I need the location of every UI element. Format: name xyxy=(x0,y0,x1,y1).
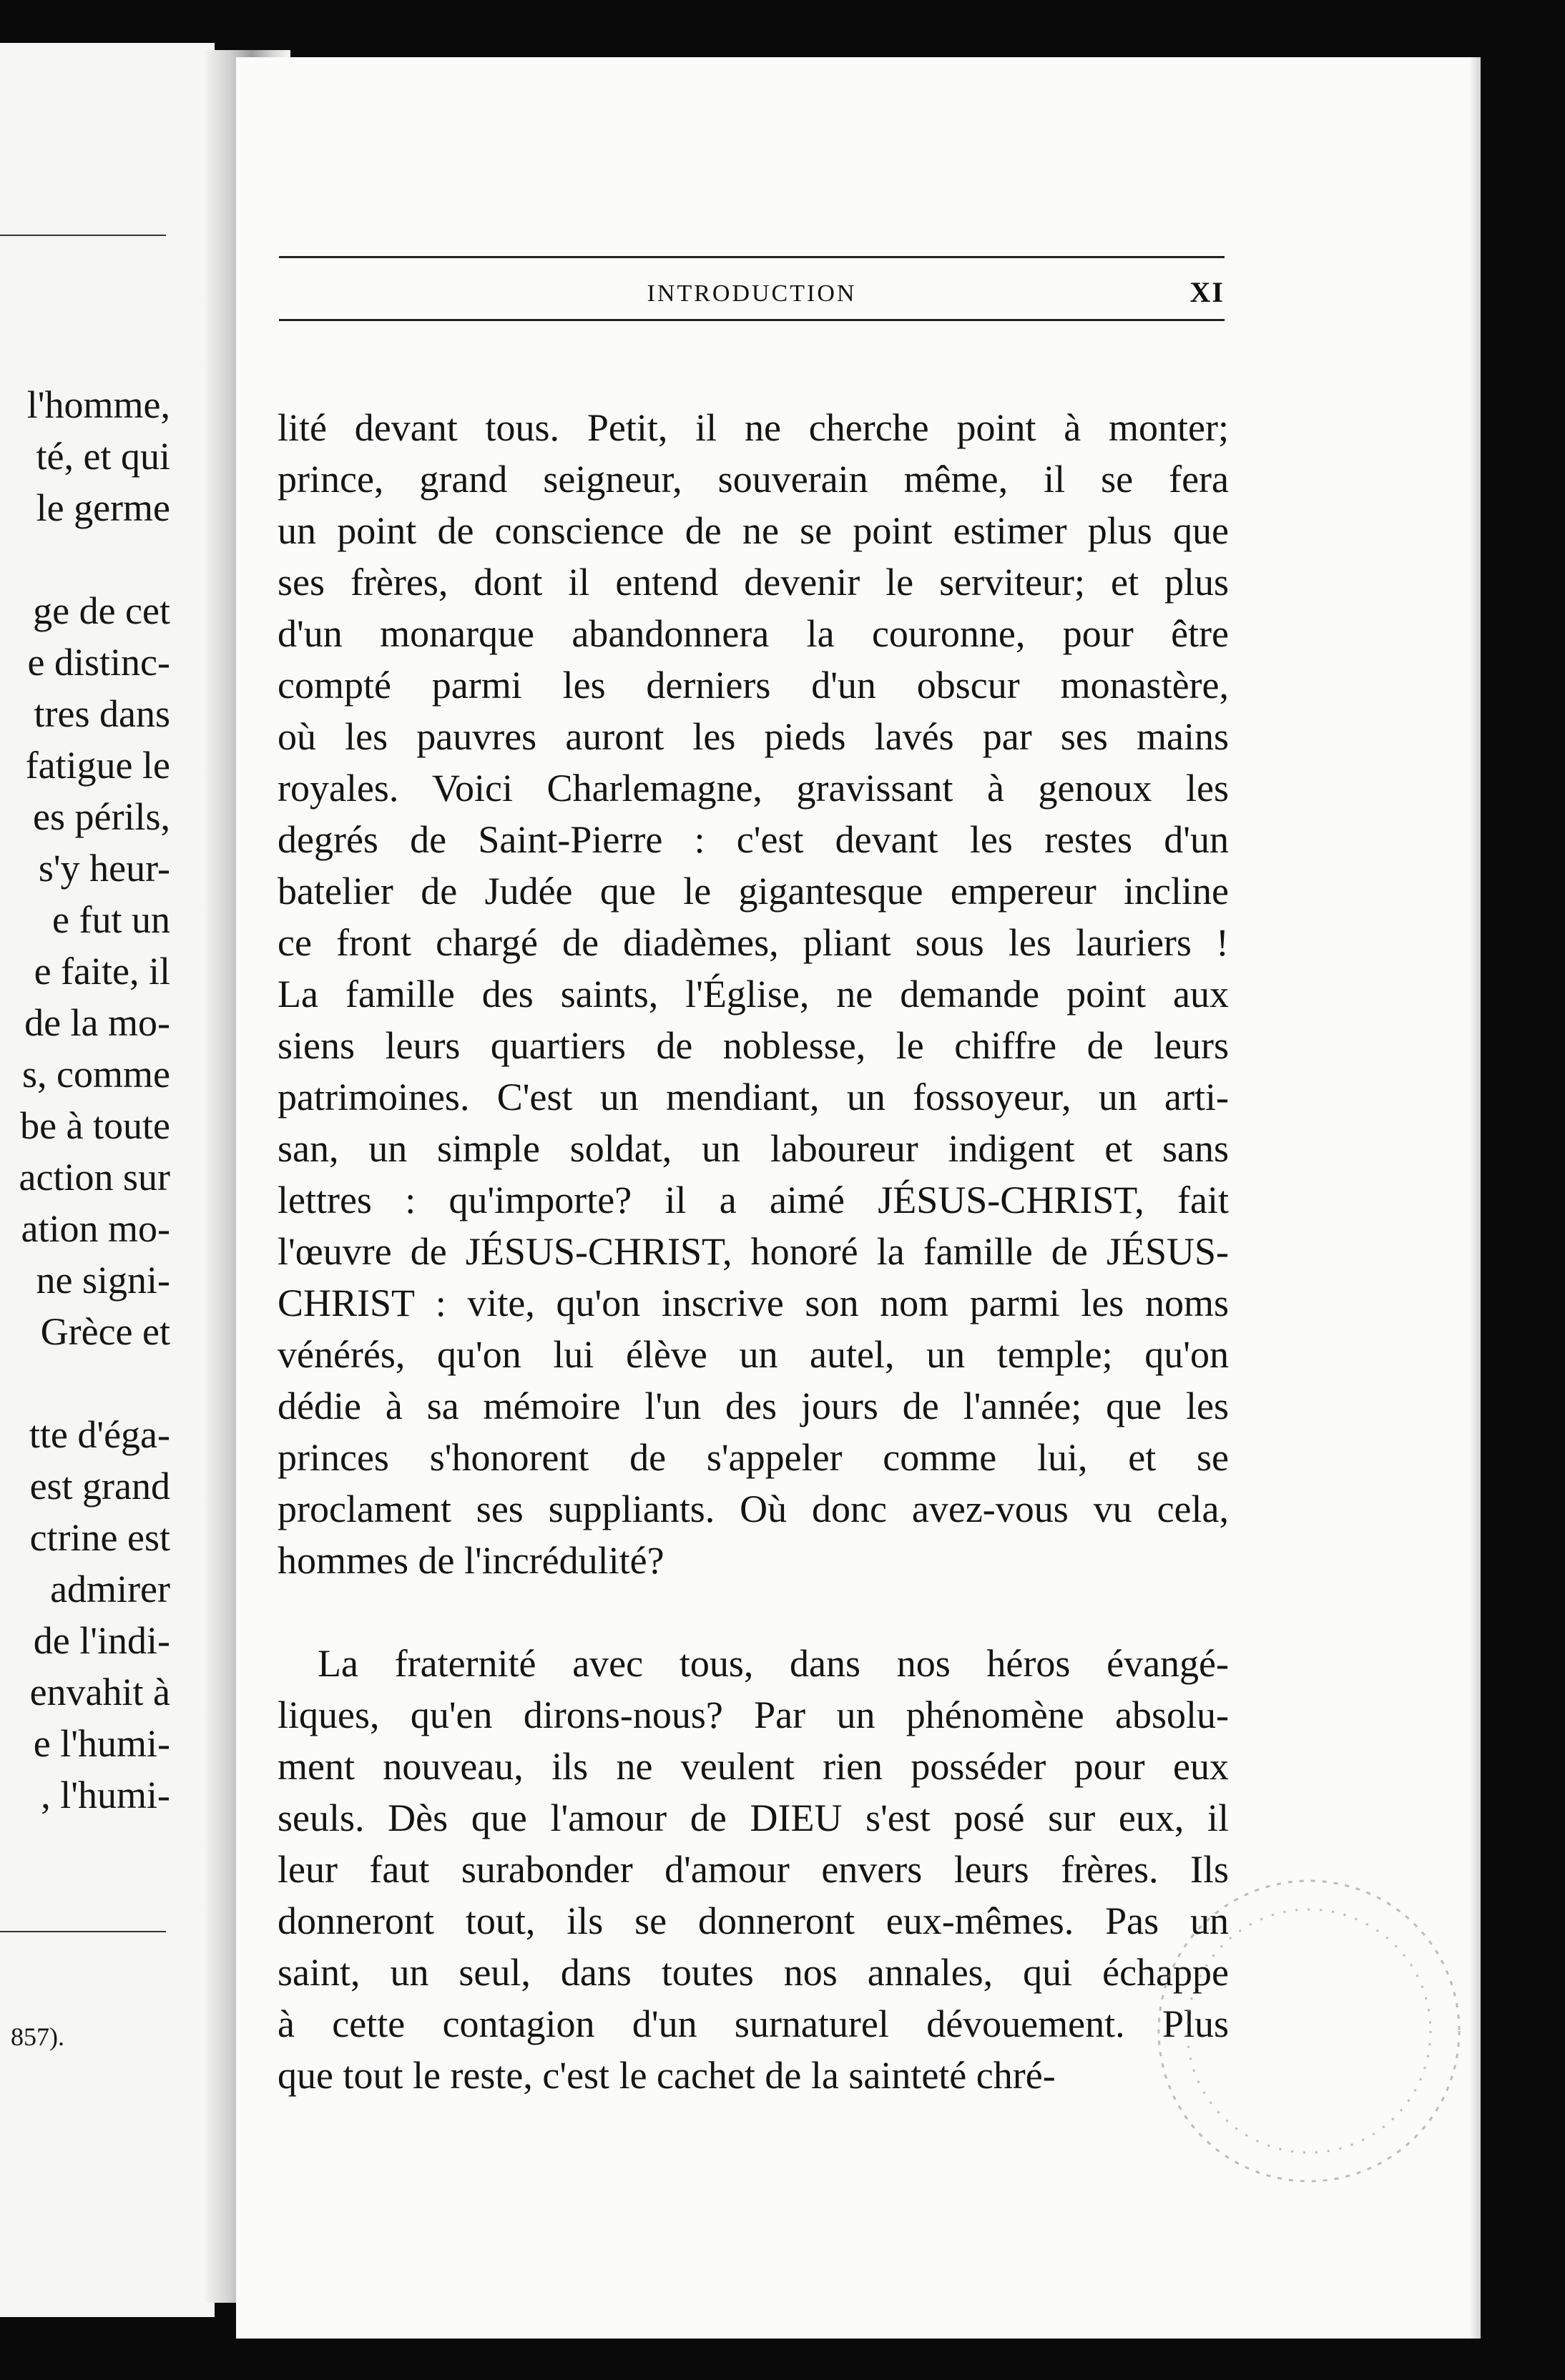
text-line: vénérés, qu'on lui élève un autel, un temple; qu'on xyxy=(278,1333,1229,1376)
left-page-line: est grand xyxy=(29,1465,170,1508)
text-line: où les pauvres auront les pieds lavés par ses mains xyxy=(278,715,1229,758)
text-line: proclament ses suppliants. Où donc avez-vous vu cela, xyxy=(278,1488,1229,1530)
text-line: princes s'honorent de s'appeler comme lui, et se xyxy=(278,1436,1229,1479)
left-page-line: e l'humi- xyxy=(33,1722,170,1765)
text-line: lettres : qu'importe? il a aimé JÉSUS-CHRIST, fait xyxy=(278,1179,1229,1221)
page-number: XI xyxy=(1189,276,1225,308)
text-line: degrés de Saint-Pierre : c'est devant les restes d'un xyxy=(278,818,1229,861)
text-line: leur faut surabonder d'amour envers leurs frères. Ils xyxy=(278,1848,1229,1891)
text-line: saint, un seul, dans toutes nos annales, qui échappe xyxy=(278,1951,1229,1994)
body-text xyxy=(278,402,1229,2101)
text-line: ment nouveau, ils ne veulent rien posséder pour eux xyxy=(278,1745,1229,1788)
left-page-line: e fut un xyxy=(52,898,170,941)
left-page-line: e distinc- xyxy=(27,641,170,684)
left-page-line: admirer xyxy=(50,1568,170,1611)
text-line: compté parmi les derniers d'un obscur monastère, xyxy=(278,664,1229,707)
left-page-line: s, comme xyxy=(22,1053,170,1096)
text-line: siens leurs quartiers de noblesse, le chiffre de leurs xyxy=(278,1024,1229,1067)
left-page-line: ge de cet xyxy=(33,589,170,632)
left-page xyxy=(0,43,215,2317)
text-line: d'un monarque abandonnera la couronne, pour être xyxy=(278,612,1229,655)
text-line: que tout le reste, c'est le cachet de la sainteté chré- xyxy=(278,2054,1056,2097)
text-line: patrimoines. C'est un mendiant, un fossoyeur, un arti- xyxy=(278,1076,1229,1118)
right-page xyxy=(236,57,1481,2339)
paragraph-2 xyxy=(278,1638,1229,2101)
left-page-line: té, et qui xyxy=(36,435,170,478)
text-line: un point de conscience de ne se point estimer plus que xyxy=(278,509,1229,552)
text-line: à cette contagion d'un surnaturel dévouement. Plus xyxy=(278,2002,1229,2045)
text-line: La fraternité avec tous, dans nos héros évangé- xyxy=(318,1642,1229,1685)
left-page-line: envahit à xyxy=(29,1671,170,1713)
left-page-line: le germe xyxy=(36,486,170,529)
left-page-line: ctrine est xyxy=(29,1516,170,1559)
text-line: liques, qu'en dirons-nous? Par un phénomène absolu- xyxy=(278,1693,1229,1736)
paragraph-1 xyxy=(278,402,1229,1586)
text-line: ses frères, dont il entend devenir le serviteur; et plus xyxy=(278,561,1229,604)
left-page-line: s'y heur- xyxy=(38,847,170,890)
text-line: seuls. Dès que l'amour de DIEU s'est posé sur eux, il xyxy=(278,1796,1229,1839)
left-footnote: 857). xyxy=(11,2022,64,2051)
left-page-line: Grèce et xyxy=(40,1310,170,1353)
left-page-line: e faite, il xyxy=(34,950,170,993)
left-page-line: be à toute xyxy=(20,1104,170,1147)
text-line: royales. Voici Charlemagne, gravissant à genoux les xyxy=(278,767,1229,810)
left-header-rule xyxy=(0,235,166,236)
left-page-line: , l'humi- xyxy=(41,1774,170,1816)
text-line: ce front chargé de diadèmes, pliant sous les lauriers ! xyxy=(278,921,1229,964)
text-line: La famille des saints, l'Église, ne demande point aux xyxy=(278,973,1229,1016)
running-title: INTRODUCTION xyxy=(647,280,857,307)
left-page-line: de la mo- xyxy=(24,1001,170,1044)
left-page-line: de l'indi- xyxy=(33,1619,170,1662)
text-line: batelier de Judée que le gigantesque empereur incline xyxy=(278,870,1229,913)
left-page-line: l'homme, xyxy=(26,383,170,426)
text-line: hommes de l'incrédulité? xyxy=(278,1539,664,1582)
left-page-line: ation mo- xyxy=(21,1207,170,1250)
text-line: prince, grand seigneur, souverain même, il se fera xyxy=(278,458,1229,501)
left-page-line: tte d'éga- xyxy=(29,1413,170,1456)
text-line: san, un simple soldat, un laboureur indigent et sans xyxy=(278,1127,1229,1170)
left-page-line: tres dans xyxy=(34,692,170,735)
text-line: donneront tout, ils se donneront eux-mêmes. Pas un xyxy=(278,1899,1229,1942)
left-footnote-rule xyxy=(0,1931,166,1932)
running-header xyxy=(279,256,1225,365)
left-page-line: action sur xyxy=(19,1156,170,1199)
text-line: dédie à sa mémoire l'un des jours de l'année; que les xyxy=(278,1385,1229,1427)
header-rule-bottom xyxy=(279,319,1225,321)
left-page-line: fatigue le xyxy=(25,744,170,787)
text-line: CHRIST : vite, qu'on inscrive son nom parmi les noms xyxy=(278,1282,1229,1324)
text-line: lité devant tous. Petit, il ne cherche point à monter; xyxy=(278,406,1229,449)
left-page-line: ne signi- xyxy=(36,1259,170,1302)
text-line: l'œuvre de JÉSUS-CHRIST, honoré la famille de JÉSUS- xyxy=(278,1230,1229,1273)
header-rule-top xyxy=(279,256,1225,258)
left-page-line: es périls, xyxy=(33,795,170,838)
